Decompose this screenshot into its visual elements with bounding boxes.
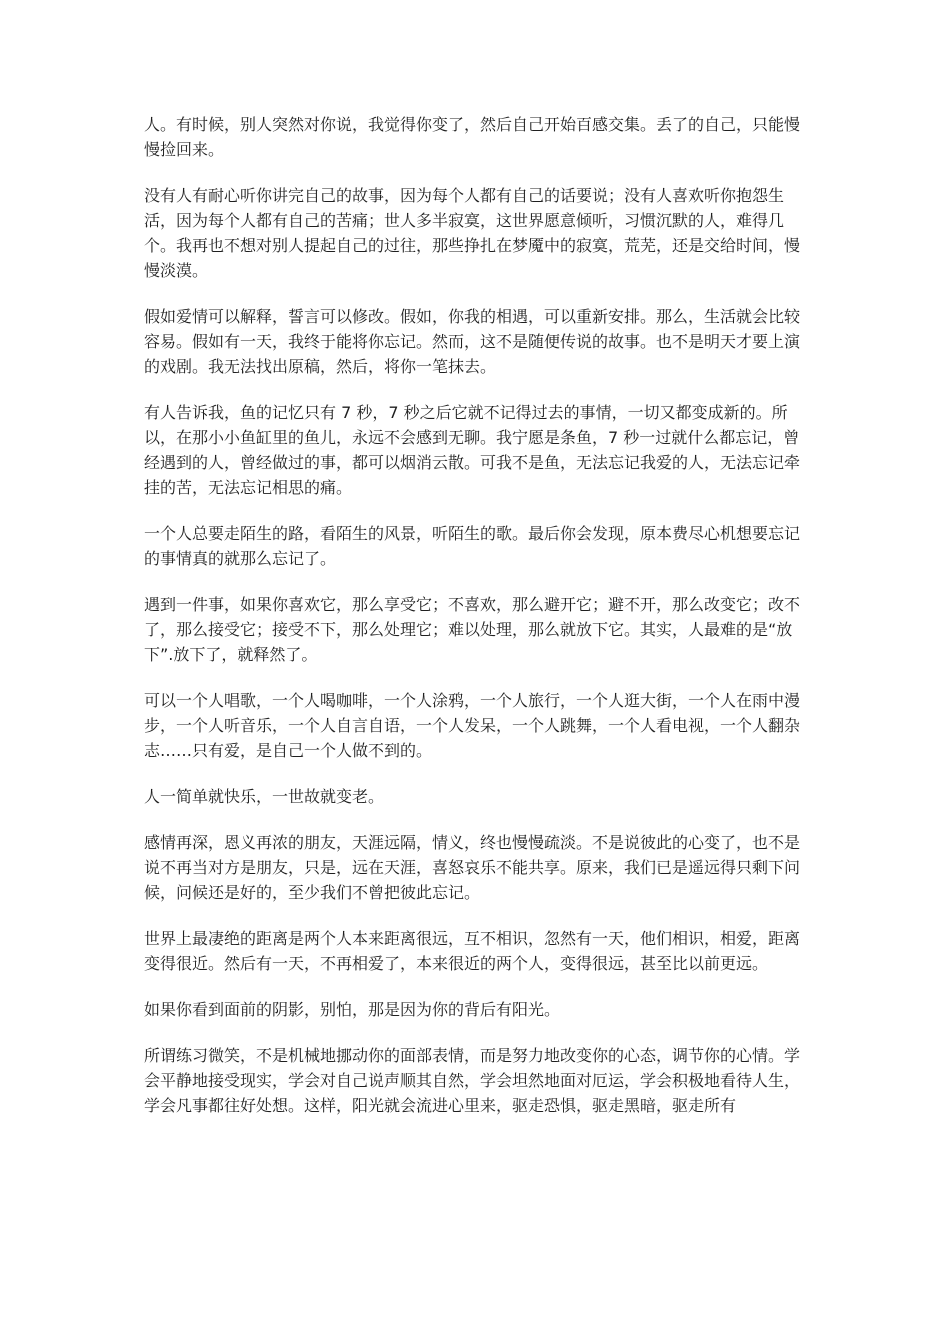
paragraph-3: 假如爱情可以解释，誓言可以修改。假如，你我的相遇，可以重新安排。那么，生活就会比较容易。假如有一天，我终于能将你忘记。然而，这不是随便传说的故事。也不是明天才要上演的戏剧。我无法找出原稿，然后，将你一笔抹去。: [144, 307, 801, 376]
paragraph-1: 人。有时候，别人突然对你说，我觉得你变了，然后自己开始百感交集。丢了的自己，只能慢慢捡回来。: [144, 115, 801, 159]
paragraph-4: 有人告诉我，鱼的记忆只有 7 秒，7 秒之后它就不记得过去的事情，一切又都变成新的。所以，在那小小鱼缸里的鱼儿，永远不会感到无聊。我宁愿是条鱼，7 秒一过就什么都忘记，曾经遇到的人，曾经做过的事，都可以烟消云散。可我不是鱼，无法忘记我爱的人，无法忘记牵挂的苦，无法忘记相思的痛。: [144, 403, 801, 497]
paragraph-8: 人一简单就快乐，一世故就变老。: [144, 787, 385, 806]
paragraph-7: 可以一个人唱歌，一个人喝咖啡，一个人涂鸦，一个人旅行，一个人逛大街，一个人在雨中漫步，一个人听音乐，一个人自言自语，一个人发呆，一个人跳舞，一个人看电视，一个人翻杂志……只有爱，是自己一个人做不到的。: [144, 691, 801, 760]
paragraph-12: 所谓练习微笑，不是机械地挪动你的面部表情，而是努力地改变你的心态，调节你的心情。学会平静地接受现实，学会对自己说声顺其自然，学会坦然地面对厄运，学会积极地看待人生，学会凡事都往好处想。这样，阳光就会流进心里来，驱走恐惧，驱走黑暗，驱走所有: [144, 1046, 801, 1115]
document-body: [144, 112, 809, 1139]
paragraph-6: 遇到一件事，如果你喜欢它，那么享受它；不喜欢，那么避开它；避不开，那么改变它；改不了，那么接受它；接受不下，那么处理它；难以处理，那么就放下它。其实，人最难的是“放下”.放下了，就释然了。: [144, 595, 801, 664]
paragraph-9: 感情再深，恩义再浓的朋友，天涯远隔，情义，终也慢慢疏淡。不是说彼此的心变了，也不是说不再当对方是朋友，只是，远在天涯，喜怒哀乐不能共享。原来，我们已是遥远得只剩下问候，问候还是好的，至少我们不曾把彼此忘记。: [144, 833, 801, 902]
paragraph-11: 如果你看到面前的阴影，别怕，那是因为你的背后有阳光。: [144, 1000, 561, 1019]
paragraph-5: 一个人总要走陌生的路，看陌生的风景，听陌生的歌。最后你会发现，原本费尽心机想要忘记的事情真的就那么忘记了。: [144, 524, 801, 568]
paragraph-2: 没有人有耐心听你讲完自己的故事，因为每个人都有自己的话要说；没有人喜欢听你抱怨生活，因为每个人都有自己的苦痛；世人多半寂寞，这世界愿意倾听，习惯沉默的人，难得几个。我再也不想对别人提起自己的过往，那些挣扎在梦魇中的寂寞，荒芜，还是交给时间，慢慢淡漠。: [144, 186, 801, 280]
paragraph-10: 世界上最凄绝的距离是两个人本来距离很远，互不相识，忽然有一天，他们相识，相爱，距离变得很近。然后有一天，不再相爱了，本来很近的两个人，变得很远，甚至比以前更远。: [144, 929, 801, 973]
